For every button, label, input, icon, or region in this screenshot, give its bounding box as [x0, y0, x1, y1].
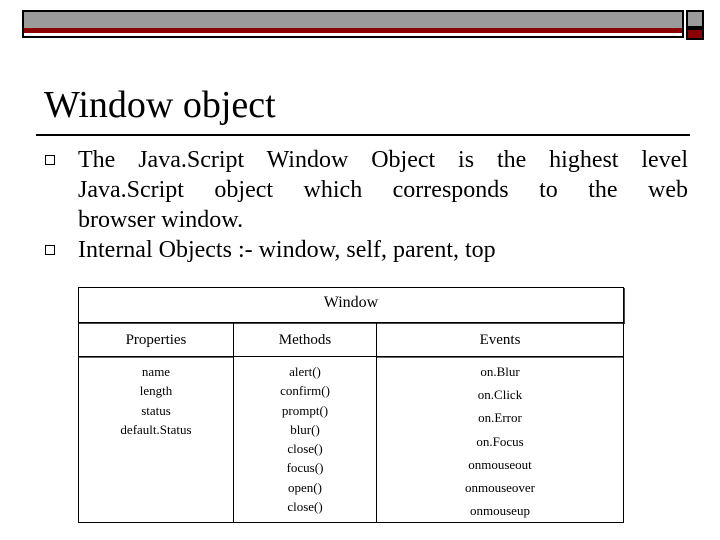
window-table-header: Window — [78, 287, 624, 323]
bullet-item — [40, 145, 688, 235]
event-item: on.Focus — [476, 433, 524, 449]
square-bullet-icon — [45, 155, 55, 165]
properties-list — [79, 357, 233, 439]
square-bullet-icon — [45, 245, 55, 255]
event-item: onmouseup — [470, 503, 530, 519]
property-item: length — [139, 383, 173, 399]
event-item: on.Click — [477, 387, 523, 403]
title-divider — [36, 134, 690, 136]
method-item: alert() — [289, 364, 321, 379]
property-item: name — [141, 364, 171, 379]
events-list — [377, 357, 623, 522]
method-item: open() — [288, 479, 322, 495]
window-table — [78, 287, 624, 523]
top-bar-red-line — [24, 28, 682, 33]
method-item: close() — [287, 441, 323, 457]
bullet-line: Internal Objects :- window, self, parent, top — [78, 237, 496, 263]
property-item: status — [141, 402, 171, 418]
properties-heading: Properties — [79, 323, 233, 357]
properties-column — [78, 323, 234, 523]
bullet-item — [40, 235, 688, 265]
event-item: onmouseout — [468, 456, 532, 472]
event-item: on.Error — [478, 410, 522, 426]
event-item: on.Blur — [480, 364, 520, 379]
methods-list — [234, 357, 376, 516]
events-column — [377, 323, 624, 523]
method-item: confirm() — [280, 383, 330, 399]
bullet-list — [40, 145, 688, 265]
methods-column — [234, 323, 377, 523]
event-item: onmouseover — [464, 480, 536, 496]
slide-title: Window object — [44, 84, 276, 126]
top-decoration-bar — [22, 10, 684, 38]
top-bar-stripe — [24, 12, 682, 29]
property-item: default.Status — [120, 421, 192, 437]
window-table-columns — [78, 323, 624, 523]
method-item: focus() — [286, 460, 324, 476]
corner-square-red — [686, 28, 704, 40]
bullet-line: Java.Script object which corresponds to the web — [78, 177, 688, 203]
methods-heading: Methods — [234, 323, 376, 357]
method-item: blur() — [290, 421, 320, 437]
events-heading: Events — [377, 323, 623, 357]
method-item: prompt() — [281, 402, 329, 418]
bullet-line: browser window. — [78, 207, 244, 233]
method-item: close() — [287, 499, 323, 515]
corner-square-gray — [686, 10, 704, 28]
bullet-line: The Java.Script Window Object is the highest level — [78, 147, 688, 173]
